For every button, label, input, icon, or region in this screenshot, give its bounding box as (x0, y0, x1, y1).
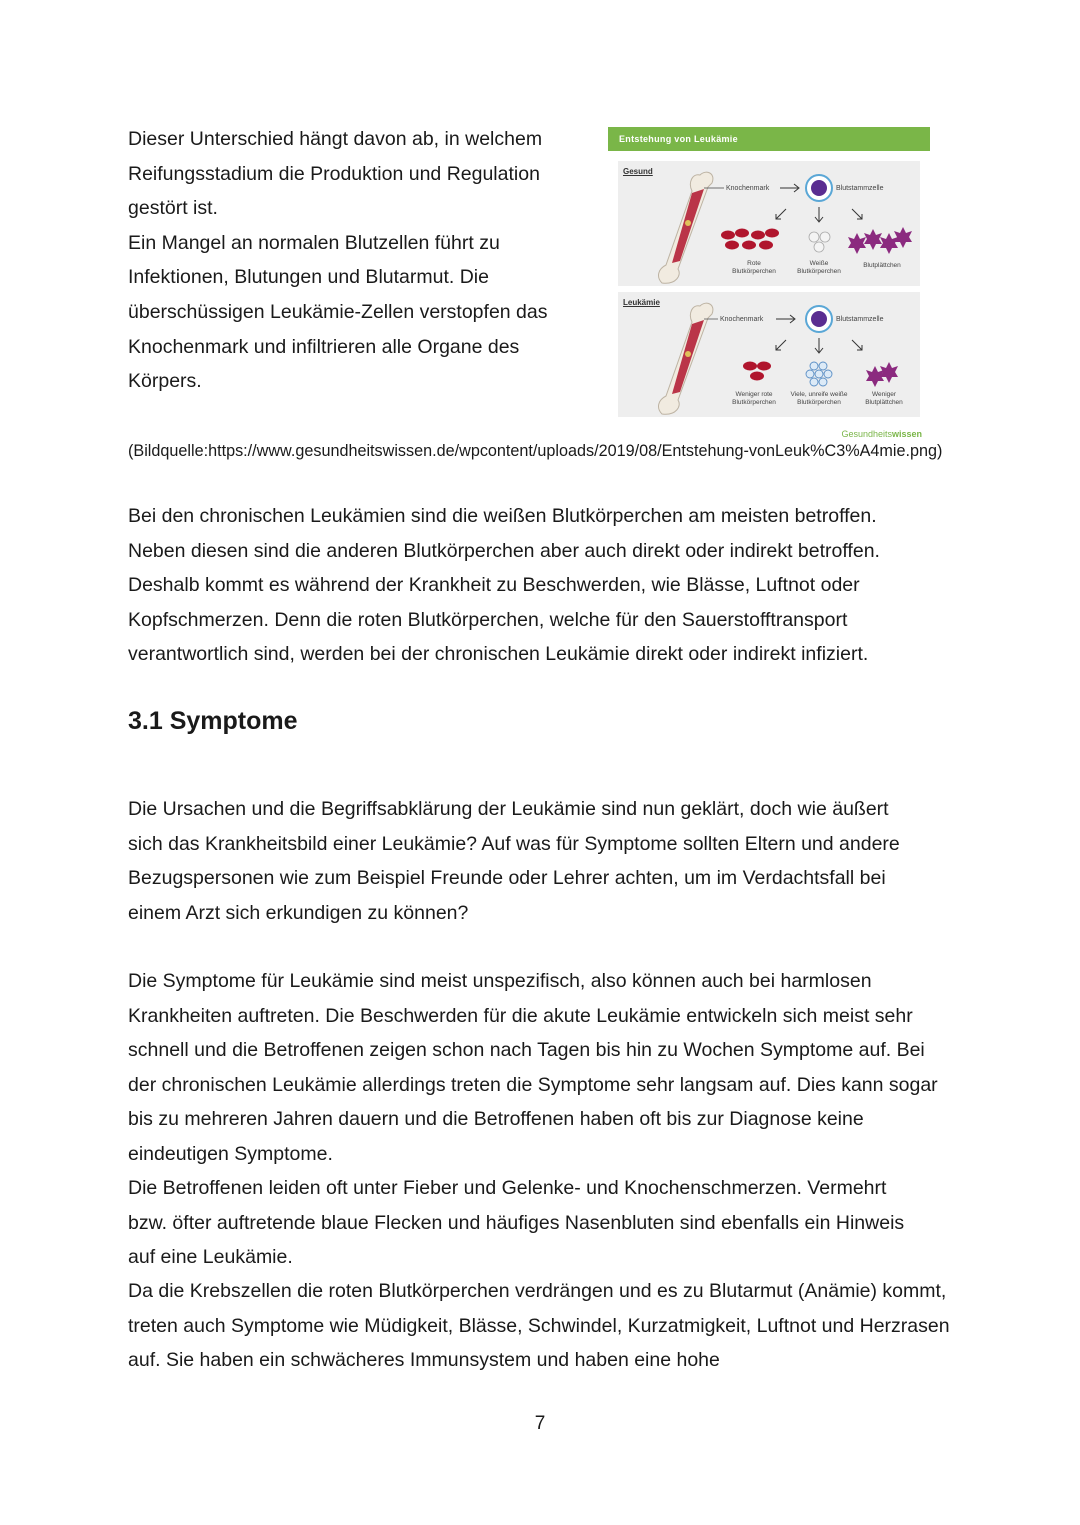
section-paragraph: Da die Krebszellen die roten Blutkörperchen verdrängen und es zu Blutarmut (Anämie) kommt, treten auch Symptome wie Müdigkeit, Blässe, Schwindel, Kurzatmigkeit, Luftnot und Herzrasen auf. Sie haben ein schwächeres Immunsystem und haben eine hohe (128, 1280, 950, 1372)
cell-label: Weiße (809, 260, 829, 267)
brand-light: Gesundheits (841, 429, 892, 439)
branch-arrows-icon (776, 207, 862, 222)
stem-cell-icon (806, 306, 832, 332)
cell-label: Blutkörperchen (797, 399, 841, 406)
arrow-right-icon (780, 184, 799, 192)
red-blood-cells-icon (721, 229, 779, 250)
cell-label: Rote (747, 260, 761, 267)
figure-title: Entstehung von Leukämie (608, 127, 930, 151)
section-paragraph: Die Ursachen und die Begriffsabklärung der Leukämie sind nun geklärt, doch wie äußert sich das Krankheitsbild einer Leukämie? Auf was für Symptome sollten Eltern und andere Bezugspersonen wie zum Beispiel Freunde oder Lehrer achten, um im Verdachtsfall bei einem Arzt sich erkundigen zu können? (128, 798, 900, 924)
page-number: 7 (534, 1413, 546, 1434)
brand-logo (841, 429, 922, 439)
image-source-caption: (Bildquelle:https://www.gesundheitswissen.de/wpcontent/uploads/2019/08/Entstehung-vonLeuk%C3%A4mie.png) (128, 442, 943, 460)
branch-arrows-icon (776, 338, 862, 353)
cell-label: Weniger (871, 391, 897, 398)
brand-bold: wissen (891, 429, 922, 439)
stem-cell-label: Blutstammzelle (836, 185, 884, 192)
healthy-diagram (618, 161, 920, 286)
figure-panel-leukemia (618, 292, 920, 417)
figure-panel-healthy (618, 161, 920, 286)
panel-label: Leukämie (623, 298, 660, 307)
leukemia-diagram (618, 292, 920, 417)
section-paragraph: Die Betroffenen leiden oft unter Fieber und Gelenke- und Knochenschmerzen. Vermehrt bzw. öfter auftretende blaue Flecken und häufiges Nasenbluten sind ebenfalls ein Hinweis auf eine Leukämie. (128, 1177, 905, 1269)
intro-paragraph: Ein Mangel an normalen Blutzellen führt zu Infektionen, Blutungen und Blutarmut. Die überschüssigen Leukämie-Zellen verstopfen das Knochenmark und infiltrieren alle Organe des Körpers. (128, 231, 548, 393)
body-paragraph: Bei den chronischen Leukämien sind die weißen Blutkörperchen am meisten betroffen. Neben diesen sind die anderen Blutkörperchen aber auch direkt oder indirekt betroffen. Deshalb kommt es während der Krankheit zu Beschwerden, wie Blässe, Luftnot oder Kopfschmerzen. Denn die roten Blutkörperchen, welche für den Sauerstofftransport verantwortlich sind, werden bei der chronischen Leukämie direkt oder indirekt infiziert. (128, 505, 880, 666)
section-title: 3.1 Symptome (128, 707, 298, 735)
cell-label: Blutkörperchen (797, 268, 841, 275)
intro-text (128, 122, 578, 399)
cell-label: Blutplättchen (863, 262, 901, 269)
panel-label: Gesund (623, 167, 653, 176)
section-paragraph: Die Symptome für Leukämie sind meist unspezifisch, also können auch bei harmlosen Krankheiten auftreten. Die Beschwerden für die akute Leukämie entwickeln sich meist sehr schnell und die Betroffenen zeigen schon nach Tagen bis hin zu Wochen Symptome auf. Bei der chronischen Leukämie allerdings treten die Symptome sehr langsam auf. Dies kann sogar bis zu mehreren Jahren dauern und die Betroffenen haben oft bis zur Diagnose keine eindeutigen Symptome. (128, 970, 938, 1165)
stem-cell-icon (806, 175, 832, 201)
knochenmark-label: Knochenmark (720, 316, 764, 323)
leukemia-figure (608, 127, 930, 439)
cell-label: Weniger rote (735, 391, 773, 398)
intro-paragraph: Dieser Unterschied hängt davon ab, in welchem Reifungsstadium die Produktion und Regulation gestört ist. (128, 128, 543, 220)
red-blood-cells-icon (743, 362, 771, 381)
stem-cell-label: Blutstammzelle (836, 316, 884, 323)
platelets-icon (866, 362, 898, 387)
white-blood-cells-icon (809, 232, 830, 252)
bone-icon (659, 303, 713, 414)
bone-icon (659, 172, 713, 283)
platelets-icon (848, 227, 912, 254)
cell-label: Blutkörperchen (732, 399, 776, 406)
immature-white-cells-icon (806, 362, 832, 386)
cell-label: Blutplättchen (865, 399, 903, 406)
cell-label: Blutkörperchen (732, 268, 776, 275)
arrow-right-icon (776, 315, 795, 323)
cell-label: Viele, unreife weiße (790, 391, 848, 398)
knochenmark-label: Knochenmark (726, 185, 770, 192)
